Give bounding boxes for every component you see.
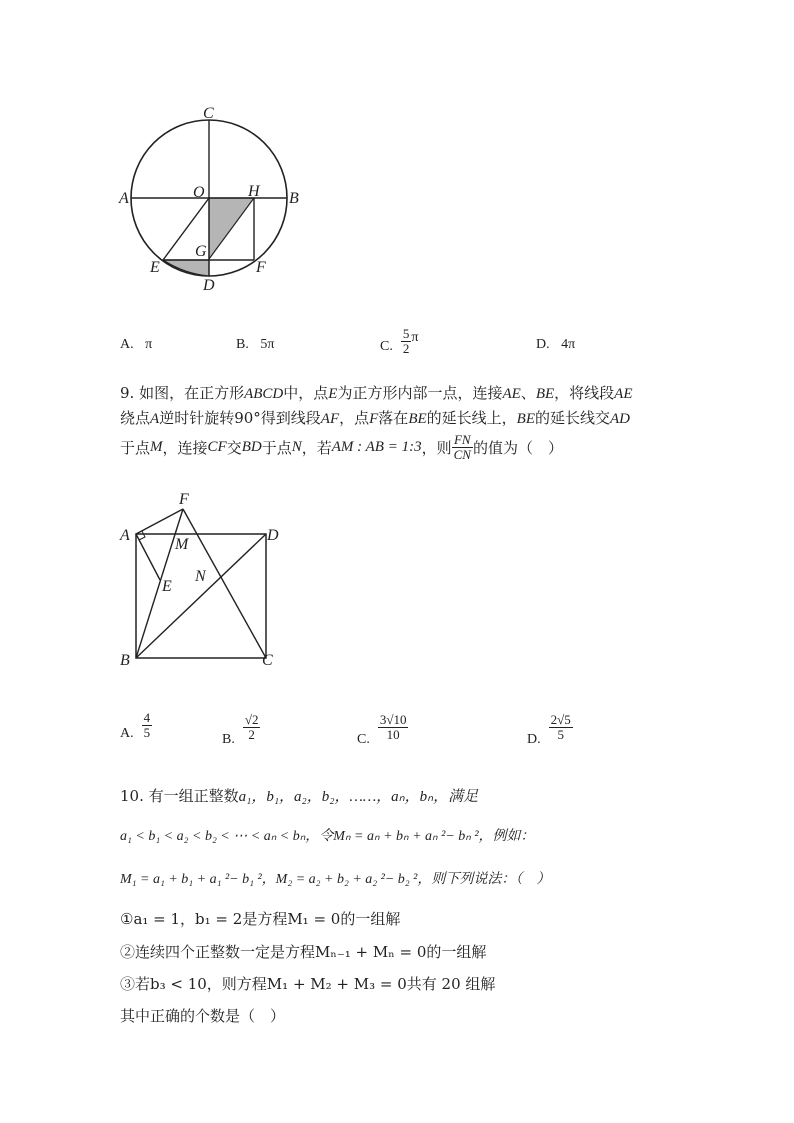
option-value: 4π bbox=[561, 337, 576, 352]
option-fraction: $\frac{3√10}{10}$ bbox=[379, 711, 407, 742]
label-F: F bbox=[179, 491, 189, 508]
label-B: B bbox=[120, 652, 130, 669]
q9-option-c[interactable] bbox=[357, 706, 408, 748]
label-H: H bbox=[248, 183, 260, 200]
label-C: C bbox=[262, 652, 273, 669]
q10-condition: a₁ < b₁ < a₂ < b₂ < ⋯ < aₙ < bₙ，令Mₙ = aₙ + bₙ + aₙ ²− bₙ ²，例如： bbox=[120, 829, 535, 844]
q10-statement-1: ①a₁ = 1，b₁ = 2是方程M₁ = 0的一组解 bbox=[120, 910, 401, 928]
q10-statement-3: ③若b₃ < 10，则方程M₁ + M₂ + M₃ = 0共有 20 组解 bbox=[120, 975, 496, 993]
q8-option-b[interactable] bbox=[236, 337, 274, 353]
circle-figure bbox=[115, 100, 315, 300]
label-N: N bbox=[195, 568, 206, 585]
q8-option-d[interactable] bbox=[536, 337, 575, 353]
option-letter: C. bbox=[357, 732, 370, 747]
q10-statement-2: ②连续四个正整数一定是方程Mₙ₋₁ + Mₙ = 0的一组解 bbox=[120, 943, 487, 961]
q10-question: 其中正确的个数是（ ） bbox=[120, 1007, 286, 1025]
option-fraction: $\frac{√2}{2}$ bbox=[244, 711, 259, 742]
label-M: M bbox=[175, 536, 189, 553]
label-O: O bbox=[193, 184, 205, 201]
label-A: A bbox=[120, 527, 130, 544]
q10-sequence: a₁，b₁，a₂，b₂，……，aₙ，bₙ，满足 bbox=[238, 789, 479, 805]
option-letter: A. bbox=[120, 337, 134, 352]
numerator: 5 bbox=[402, 326, 410, 341]
label-F: F bbox=[256, 259, 266, 276]
label-G: G bbox=[195, 243, 207, 260]
shaded-triangle bbox=[209, 198, 254, 259]
option-value: π bbox=[411, 330, 419, 346]
option-letter: B. bbox=[236, 337, 249, 352]
q9-option-d[interactable] bbox=[527, 706, 573, 748]
q9-line-1: 9. 如图，在正方形ABCD中，点E为正方形内部一点，连接AE、BE，将线段AE bbox=[120, 384, 633, 402]
q8-option-a[interactable] bbox=[120, 337, 152, 353]
label-E: E bbox=[150, 259, 160, 276]
q10-intro bbox=[120, 785, 478, 806]
shaded-segment bbox=[163, 260, 209, 276]
option-letter: B. bbox=[222, 732, 235, 747]
option-fraction bbox=[401, 327, 412, 355]
q8-option-c[interactable] bbox=[380, 327, 418, 355]
option-letter: D. bbox=[527, 732, 541, 747]
label-C: C bbox=[203, 105, 214, 122]
label-E: E bbox=[162, 578, 172, 595]
square-figure bbox=[115, 488, 290, 673]
label-B: B bbox=[289, 190, 299, 207]
option-value: 5π bbox=[260, 337, 275, 352]
option-value: π bbox=[145, 337, 153, 352]
q10-intro-text: 10. 有一组正整数 bbox=[120, 787, 239, 805]
label-D: D bbox=[267, 527, 279, 544]
q9-option-a[interactable] bbox=[120, 708, 152, 742]
denominator: 2 bbox=[402, 340, 410, 356]
option-fraction: $\frac{4}{5}$ bbox=[143, 709, 151, 740]
q9-option-b[interactable] bbox=[222, 706, 260, 748]
label-D: D bbox=[203, 277, 215, 294]
q9-line-2: 绕点A逆时针旋转90°得到线段AF，点F落在BE的延长线上，BE的延长线交AD bbox=[120, 409, 630, 427]
option-letter: C. bbox=[380, 339, 393, 355]
q9-line-3: 于点 M ，连接 CF 交 BD 于点 N ，若 AM : AB = 1:3 ，则 $\frac{FN}{CN}$ 的值为（ ） bbox=[120, 432, 563, 462]
option-letter: A. bbox=[120, 726, 134, 741]
option-fraction: $\frac{2√5}{5}$ bbox=[550, 711, 571, 742]
option-letter: D. bbox=[536, 337, 550, 352]
fn-over-cn-fraction: $\frac{FN}{CN}$ bbox=[453, 432, 471, 462]
q10-example: M₁ = a₁ + b₁ + a₁ ²− b₁ ²，M₂ = a₂ + b₂ + a₂ ²− b₂ ²，则下列说法：（ ） bbox=[120, 872, 551, 887]
label-A: A bbox=[119, 190, 129, 207]
